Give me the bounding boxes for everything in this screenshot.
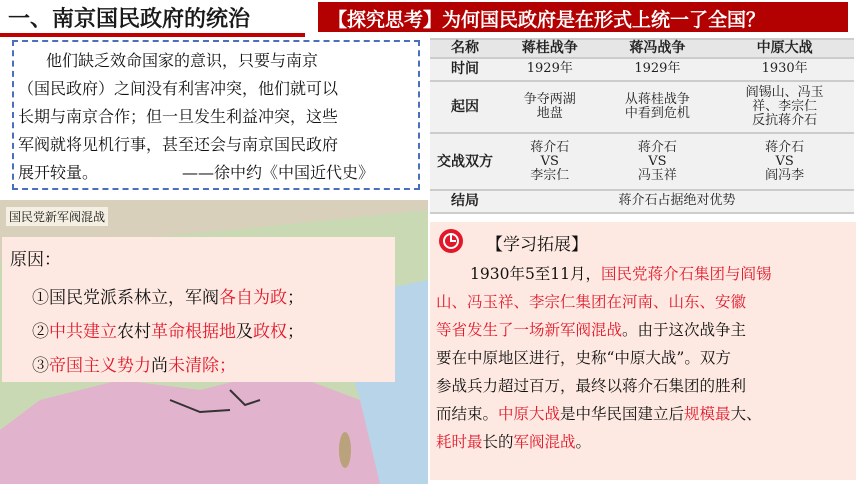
reason-item — [32, 317, 304, 342]
quote-line: 长期与南京合作；但一旦发生利益冲突，这些 — [18, 107, 339, 126]
table-cell — [715, 81, 854, 133]
ext-emphasis: 山、冯玉祥、李宗仁集团在河南、山东、安徽 — [436, 293, 747, 311]
ext-text: 而结束。 — [436, 405, 499, 423]
extension-line — [436, 430, 591, 452]
reason-item — [32, 351, 236, 376]
reason-emphasis: 未清除 — [168, 356, 219, 376]
row-label: 时间 — [430, 58, 500, 81]
reason-text: ； — [287, 322, 304, 342]
reason-emphasis: 革命根据地 — [151, 322, 236, 342]
cell-line: 蒋介石 — [765, 139, 805, 155]
reason-text: ； — [287, 288, 304, 308]
row-label: 起因 — [430, 81, 500, 133]
table-cell: 1929年 — [500, 58, 600, 81]
table-cell: 蒋介石占据绝对优势 — [500, 190, 854, 213]
map-label: 国民党新军阀混战 — [6, 207, 108, 226]
ext-text: 1930年5至11月， — [470, 265, 602, 283]
table-row — [430, 133, 854, 190]
cell-line: 地盘 — [536, 106, 563, 122]
reason-emphasis: 中共建立 — [49, 322, 117, 342]
table-row — [430, 58, 854, 81]
cell-line: 阎冯李 — [765, 167, 805, 183]
cell-line: VS — [540, 153, 559, 169]
table-header-cell: 蒋桂战争 — [500, 39, 600, 58]
cell-line: 反抗蒋介石 — [752, 113, 818, 129]
table-header-row — [430, 39, 854, 58]
ext-text: 大、 — [730, 405, 762, 423]
quote-line: 展开较量。 — [18, 163, 99, 182]
reason-text: 及 — [236, 322, 253, 342]
learning-extension-box — [430, 222, 856, 480]
extension-line — [436, 290, 746, 312]
cell-line: 中看到危机 — [624, 106, 690, 122]
extension-heading: 【学习拓展】 — [486, 235, 588, 255]
cell-line: 祥、李宗仁 — [752, 99, 818, 115]
quote-source: ——徐中约《中国近代史》 — [182, 163, 375, 182]
cell-line: VS — [648, 153, 667, 169]
row-label: 交战双方 — [430, 133, 500, 190]
ext-text: 。 — [575, 433, 592, 451]
title-underline — [0, 33, 305, 37]
cell-line: 李宗仁 — [530, 167, 570, 183]
reason-emphasis: 帝国主义势力 — [49, 356, 151, 376]
quote-line: 军阀就将见机行事，甚至还会与南京国民政府 — [18, 135, 339, 154]
swirl-icon — [438, 228, 464, 254]
reasons-heading: 原因： — [10, 250, 61, 270]
cell-line: VS — [775, 153, 794, 169]
question-text: 【探究思考】为何国民政府是在形式上统一了全国？ — [328, 9, 766, 31]
reasons-box — [2, 237, 395, 382]
extension-line — [436, 402, 762, 424]
reason-text: ② — [32, 322, 49, 342]
cell-line: 争夺两湖 — [523, 92, 576, 108]
ext-text: 是中华民国建立后 — [560, 405, 685, 423]
quote-line: （国民政府）之间没有利害冲突，他们就可以 — [18, 79, 339, 98]
reason-text: 农村 — [117, 322, 151, 342]
extension-line — [436, 318, 746, 340]
ext-emphasis: 国民党蒋介石集团与阎锡 — [601, 265, 772, 283]
ext-emphasis: 规模最 — [684, 405, 731, 423]
table-row — [430, 81, 854, 133]
extension-line: 参战兵力超过百万，最终以蒋介石集团的胜利 — [436, 377, 747, 395]
reason-text: 尚 — [151, 356, 168, 376]
ext-emphasis: 耗时最 — [436, 433, 483, 451]
map-island — [339, 432, 351, 468]
extension-line — [470, 262, 772, 284]
reason-emphasis: ； — [219, 356, 236, 376]
cell-line: 从蒋桂战争 — [624, 92, 690, 108]
war-comparison-table — [430, 38, 854, 214]
cell-line: 冯玉祥 — [637, 167, 677, 183]
reason-item — [32, 283, 304, 308]
title-bar — [0, 0, 305, 33]
quote-box — [12, 40, 420, 190]
table-header-cell: 中原大战 — [715, 39, 854, 58]
ext-text: 长的 — [482, 433, 514, 451]
reason-text: ③ — [32, 356, 49, 376]
ext-emphasis: 等省发生了一场新军阀混战 — [436, 321, 623, 339]
table-cell: 1930年 — [715, 58, 854, 81]
reason-emphasis: 各自为政 — [219, 288, 287, 308]
table-cell — [715, 133, 854, 190]
quote-line: 他们缺乏效命国家的意识，只要与南京 — [46, 51, 319, 70]
table-cell: 1929年 — [600, 58, 716, 81]
table-cell — [600, 81, 716, 133]
ext-emphasis: 军阀混战 — [513, 433, 576, 451]
cell-line: 阎锡山、冯玉 — [745, 85, 824, 101]
question-banner — [318, 2, 848, 32]
table-row — [430, 190, 854, 213]
cell-line: 蒋介石 — [637, 139, 677, 155]
table-cell — [500, 81, 600, 133]
page-title: 一、南京国民政府的统治 — [8, 6, 251, 32]
extension-line: 要在中原地区进行，史称“中原大战”。双方 — [436, 349, 731, 367]
table-header-cell: 名称 — [430, 39, 500, 58]
table-cell — [600, 133, 716, 190]
table-cell — [500, 133, 600, 190]
ext-text: 。由于这次战争主 — [622, 321, 747, 339]
reason-emphasis: 政权 — [253, 322, 287, 342]
row-label: 结局 — [430, 190, 500, 213]
cell-line: 蒋介石 — [530, 139, 570, 155]
ext-emphasis: 中原大战 — [498, 405, 561, 423]
table-header-cell: 蒋冯战争 — [600, 39, 716, 58]
reason-text: ①国民党派系林立，军阀 — [32, 288, 219, 308]
